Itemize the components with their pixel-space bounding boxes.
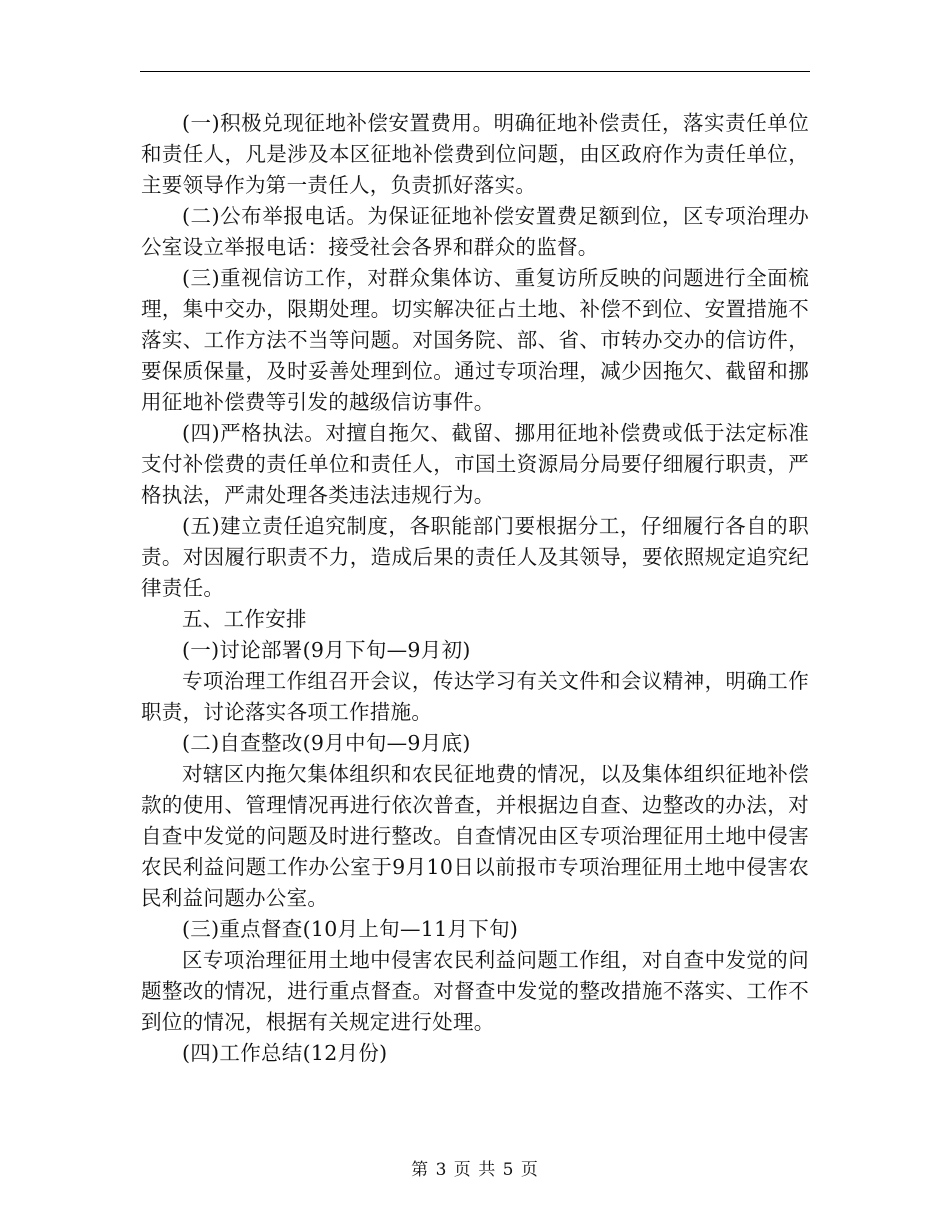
page-number-footer: 第 3 页 共 5 页 xyxy=(411,1160,539,1180)
subheading: (四)工作总结(12月份) xyxy=(182,1041,388,1065)
header-rule xyxy=(140,71,810,72)
subheading: (一)讨论部署(9月下旬—9月初) xyxy=(182,638,471,662)
paragraph: (一)积极兑现征地补偿安置费用。明确征地补偿责任，落实责任单位和责任人，凡是涉及本区征地补偿费到位问题，由区政府作为责任单位，主要领导作为第一责任人，负责抓好落实。 xyxy=(141,111,809,197)
paragraph: 对辖区内拖欠集体组织和农民征地费的情况，以及集体组织征地补偿款的使用、管理情况再进行依次普查，并根据边自查、边整改的办法，对自查中发觉的问题及时进行整改。自查情况由区专项治理征用土地中侵害农民利益问题工作办公室于9月10日以前报市专项治理征用土地中侵害农民利益问题办公室。 xyxy=(141,762,809,910)
subheading: (二)自查整改(9月中旬—9月底) xyxy=(182,731,471,755)
section-heading: 五、工作安排 xyxy=(182,607,307,631)
paragraph: 区专项治理征用土地中侵害农民利益问题工作组，对自查中发觉的问题整改的情况，进行重点督查。对督查中发觉的整改措施不落实、工作不到位的情况，根据有关规定进行处理。 xyxy=(141,948,809,1034)
subheading: (三)重点督查(10月上旬—11月下旬) xyxy=(182,917,519,941)
paragraph: (五)建立责任追究制度，各职能部门要根据分工，仔细履行各自的职责。对因履行职责不力，造成后果的责任人及其领导，要依照规定追究纪律责任。 xyxy=(141,514,809,600)
paragraph: (三)重视信访工作，对群众集体访、重复访所反映的问题进行全面梳理，集中交办，限期处理。切实解决征占土地、补偿不到位、安置措施不落实、工作方法不当等问题。对国务院、部、省、市转办交办的信访件，要保质保量，及时妥善处理到位。通过专项治理，减少因拖欠、截留和挪用征地补偿费等引发的越级信访事件。 xyxy=(141,266,809,414)
body-text xyxy=(141,108,809,1069)
paragraph: 专项治理工作组召开会议，传达学习有关文件和会议精神，明确工作职责，讨论落实各项工作措施。 xyxy=(141,669,809,724)
paragraph: (二)公布举报电话。为保证征地补偿安置费足额到位，区专项治理办公室设立举报电话：接受社会各界和群众的监督。 xyxy=(141,204,809,259)
paragraph: (四)严格执法。对擅自拖欠、截留、挪用征地补偿费或低于法定标准支付补偿费的责任单位和责任人，市国土资源局分局要仔细履行职责，严格执法，严肃处理各类违法违规行为。 xyxy=(141,421,809,507)
